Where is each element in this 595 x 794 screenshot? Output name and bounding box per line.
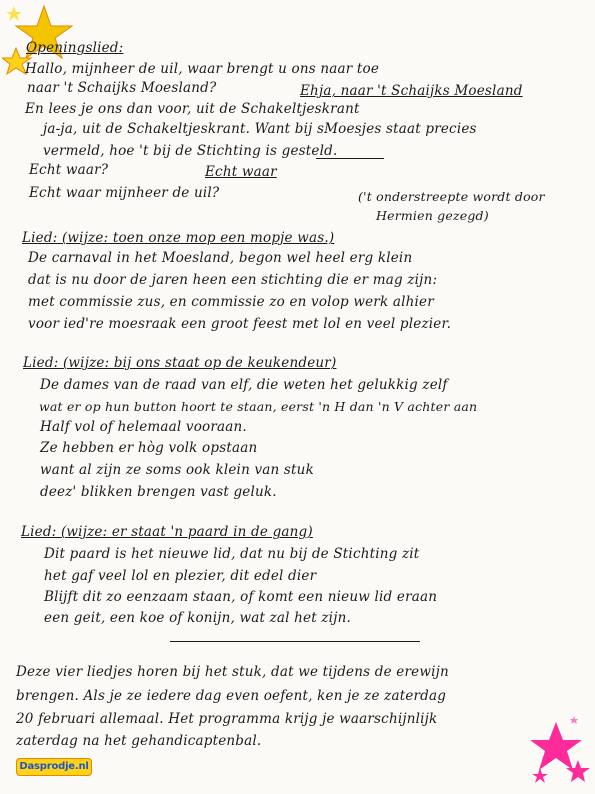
lyric-line: De carnaval in het Moesland, begon wel heel erg klein [28, 250, 413, 266]
lyric-line: Blijft dit zo eenzaam staan, of komt een nieuw lid eraan [44, 589, 438, 605]
lyric-line: Echt waar? [29, 162, 109, 178]
lyric-line: naar 't Schaijks Moesland? [27, 80, 217, 96]
lyric-line: wat er op hun button hoort te staan, eerst 'n H dan 'n V achter aan [39, 399, 478, 414]
underlined-response: Ehja, naar 't Schaijks Moesland [300, 83, 523, 99]
lyric-line: het gaf veel lol en plezier, dit edel dier [44, 568, 317, 584]
lyric-line: met commissie zus, en commissie zo en volop werk alhier [28, 294, 434, 310]
lyric-line: En lees je ons dan voor, uit de Schakeltjeskrant [25, 101, 360, 117]
lyric-line: Echt waar mijnheer de uil? [29, 185, 220, 201]
note-line: Hermien gezegd) [376, 208, 489, 223]
lyric-line: want al zijn ze soms ook klein van stuk [40, 462, 314, 478]
song-2-heading: Lied: (wijze: bij ons staat op de keukendeur) [23, 355, 337, 371]
lyric-line: deez' blikken brengen vast geluk. [40, 484, 277, 500]
lyric-line: Hallo, mijnheer de uil, waar brengt u ons naar toe [25, 61, 380, 77]
gold-star-tiny-icon [6, 6, 22, 21]
pink-stars-decoration [518, 710, 595, 794]
lyric-line: een geit, een koe of konijn, wat zal het zijn. [44, 610, 351, 626]
lyric-line: ja-ja, uit de Schakeltjeskrant. Want bij sMoesjes staat precies [43, 121, 477, 137]
footer-line: Deze vier liedjes horen bij het stuk, dat we tijdens de erewijn [16, 664, 449, 680]
song-3-heading: Lied: (wijze: er staat 'n paard in de gang) [21, 524, 313, 540]
section-divider [170, 641, 420, 642]
lyric-line: Ze hebben er hòg volk opstaan [40, 440, 258, 456]
lyric-line: Half vol of helemaal vooraan. [40, 419, 247, 435]
underlined-response: Echt waar [205, 164, 277, 180]
underline-mark [316, 158, 384, 159]
footer-line: 20 februari allemaal. Het programma krijg je waarschijnlijk [16, 711, 438, 727]
pink-star-tiny-icon [532, 768, 548, 783]
note-line: ('t onderstreepte wordt door [358, 189, 545, 204]
lyric-line: voor ied're moesraak een groot feest met lol en veel plezier. [28, 316, 452, 332]
pink-star-dot-icon [570, 716, 578, 724]
lyric-line: Dit paard is het nieuwe lid, dat nu bij de Stichting zit [44, 546, 420, 562]
song-1-heading: Lied: (wijze: toen onze mop een mopje was.) [22, 230, 335, 246]
footer-line: zaterdag na het gehandicaptenbal. [16, 733, 262, 749]
site-logo[interactable]: Dasprodje.nl [16, 758, 92, 776]
lyric-line: De dames van de raad van elf, die weten het gelukkig zelf [40, 377, 448, 393]
footer-line: brengen. Als je ze iedere dag even oefent, ken je ze zaterdag [16, 688, 447, 704]
pink-star-icon [530, 722, 582, 770]
lyric-line: vermeld, hoe 't bij de Stichting is gesteld. [43, 143, 338, 159]
opening-heading: Openingslied: [26, 40, 124, 56]
lyric-line: dat is nu door de jaren heen een stichting die er mag zijn: [28, 272, 438, 288]
